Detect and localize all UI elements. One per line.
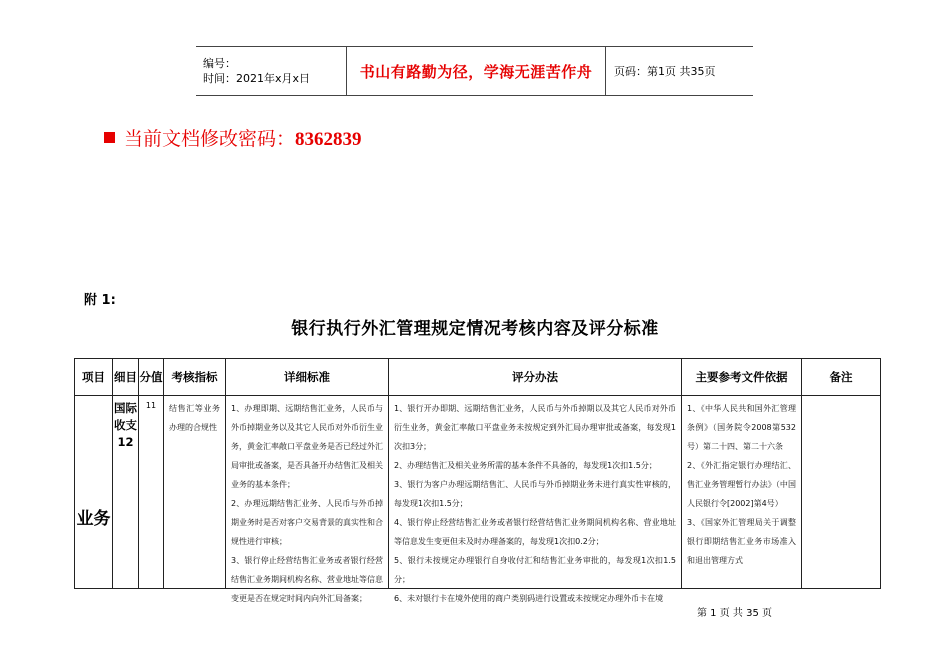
ref-item: 3、《国家外汇管理局关于调整银行即期结售汇业务市场准入和退出管理方式 — [687, 518, 796, 565]
note-text — [802, 396, 880, 588]
header-meta-cell — [196, 47, 347, 96]
ref-item: 1、《中华人民共和国外汇管理条例》（国务院令2008第532号）第二十四、第二十六条 — [687, 404, 796, 451]
header-method: 评分办法 — [389, 359, 682, 396]
detail-item: 1、办理即期、远期结售汇业务，人民币与外币掉期业务以及其它人民币对外币衍生业务，黄金汇率敞口平盘业务是否已经过外汇局审批或备案，是否具备开办结售汇及相关业务的基本条件； — [231, 404, 383, 489]
subcategory-cell — [113, 396, 139, 589]
score-cell — [139, 396, 164, 589]
refs-cell — [682, 396, 802, 589]
password-code: 8362839 — [295, 129, 362, 150]
detail-item: 2、办理远期结售汇业务、人民币与外币掉期业务时是否对客户交易背景的真实性和合规性进行审核； — [231, 499, 383, 546]
indicator-cell — [164, 396, 226, 589]
category-text: 业务 — [76, 509, 111, 529]
header-page-cell — [606, 47, 754, 96]
header-detail: 详细标准 — [226, 359, 389, 396]
document-title: 银行执行外汇管理规定情况考核内容及评分标准 — [291, 319, 659, 339]
score-text: 11 — [145, 401, 157, 410]
header-info-table — [196, 46, 753, 96]
appendix-label: 附 1: — [84, 293, 116, 308]
password-line — [104, 124, 362, 151]
document-number-label: 编号： — [203, 57, 236, 70]
note-cell — [802, 396, 881, 589]
header-motto-cell — [347, 47, 606, 96]
method-item: 6、未对银行卡在境外使用的商户类别码进行设置或未按规定办理外币卡在境 — [394, 594, 664, 603]
method-item: 1、银行开办即期、远期结售汇业务，人民币与外币掉期以及其它人民币对外币衍生业务，黄金汇率敞口平盘业务未按规定到外汇局办理审批或备案，每发现1次扣3分； — [394, 404, 676, 451]
category-cell — [75, 396, 113, 589]
square-bullet-icon — [104, 132, 115, 143]
method-item: 2、办理结售汇及相关业务所需的基本条件不具备的，每发现1次扣1.5分； — [394, 461, 657, 470]
method-cell — [389, 396, 682, 603]
page-number-label: 页码：第1页 共35页 — [614, 65, 716, 78]
page-footer: 第 1 页 共 35 页 — [697, 608, 772, 619]
password-label: 当前文档修改密码： — [124, 128, 296, 150]
header-subitem: 细目 — [113, 359, 139, 396]
table-header-row — [75, 359, 881, 396]
method-item: 4、银行停止经营结售汇业务或者银行经营结售汇业务期间机构名称、营业地址等信息发生变更但未及时办理备案的，每发现1次扣0.2分； — [394, 518, 676, 546]
ref-item: 2、《外汇指定银行办理结汇、售汇业务管理暂行办法》（中国人民银行令[2002]第4号） — [687, 461, 796, 508]
header-item: 项目 — [75, 359, 113, 396]
header-indicator: 考核指标 — [164, 359, 226, 396]
method-item: 5、银行未按规定办理银行自身收付汇和结售汇业务审批的，每发现1次扣1.5分； — [394, 556, 676, 584]
header-note: 备注 — [802, 359, 881, 396]
assessment-table — [74, 358, 881, 603]
document-time-label: 时间：2021年x月x日 — [203, 72, 311, 85]
subcategory-text: 国际收支12 — [114, 401, 137, 449]
motto-text: 书山有路勤为径，学海无涯苦作舟 — [359, 62, 593, 81]
indicator-text: 结售汇等业务办理的合规性 — [169, 404, 220, 432]
header-score: 分值 — [139, 359, 164, 396]
detail-cell — [226, 396, 389, 603]
detail-item: 3、银行停止经营结售汇业务或者银行经营结售汇业务期间机构名称、营业地址等信息变更是否在规定时间内向外汇局备案； — [231, 556, 383, 603]
header-refs: 主要参考文件依据 — [682, 359, 802, 396]
table-row — [75, 396, 881, 589]
method-item: 3、银行为客户办理远期结售汇、人民币与外币掉期业务未进行真实性审核的，每发现1次扣1.5分； — [394, 480, 676, 508]
